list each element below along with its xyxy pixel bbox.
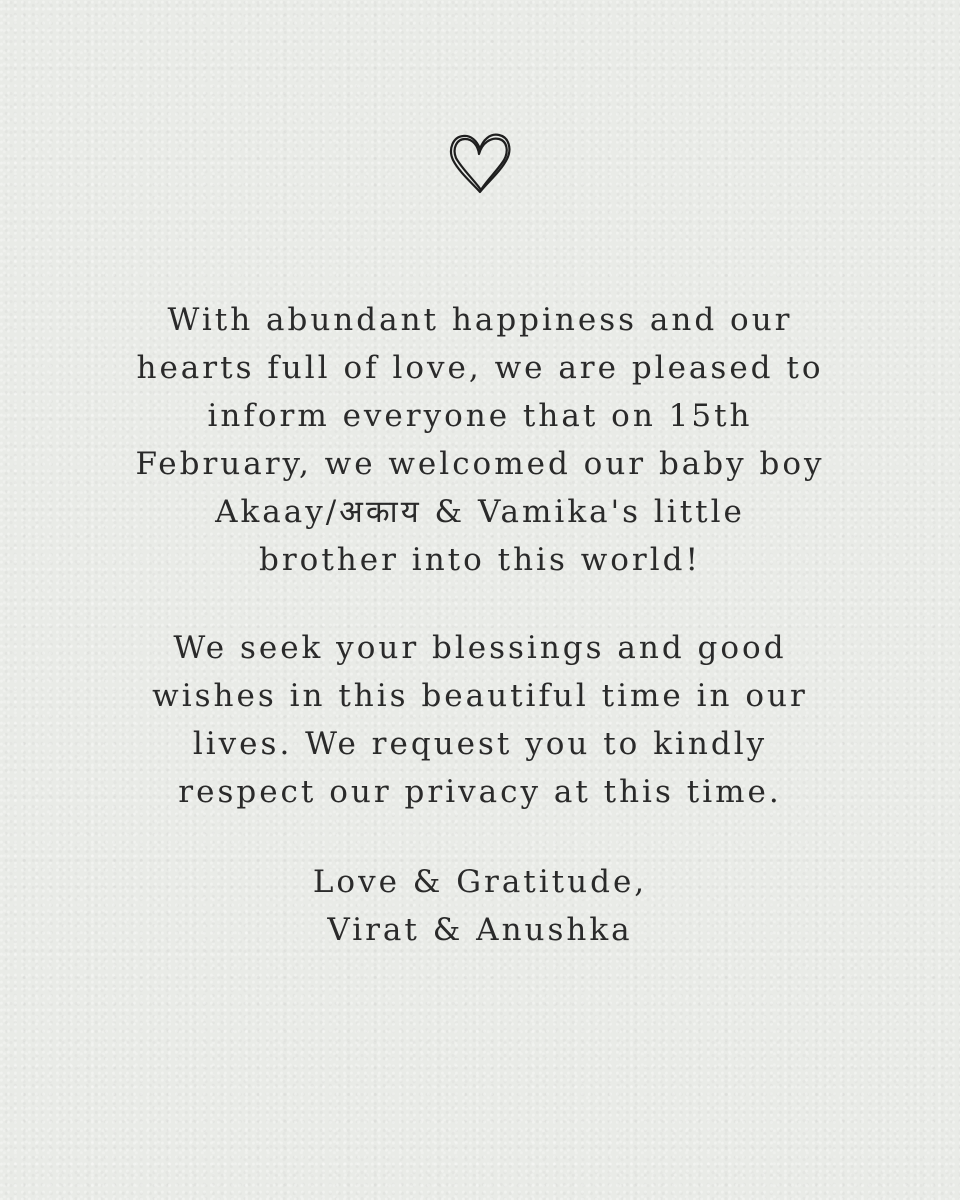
paragraph-line: brother into this world! (259, 542, 701, 578)
paragraph-line: respect our privacy at this time. (178, 774, 782, 810)
paragraph-line: wishes in this beautiful time in our (152, 678, 808, 714)
blessings-paragraph (0, 624, 960, 816)
paragraph-line: inform everyone that on 15th (207, 398, 753, 434)
paragraph-line: Akaay/अकाय & Vamika's little (215, 494, 745, 530)
paragraph-line: We seek your blessings and good (173, 630, 787, 666)
paragraph-line: lives. We request you to kindly (192, 726, 768, 762)
heart-icon (445, 128, 515, 198)
paragraph-line: hearts full of love, we are pleased to (136, 350, 824, 386)
paragraph-line: February, we welcomed our baby boy (135, 446, 825, 482)
announcement-paragraph (0, 296, 960, 584)
signoff-line: Love & Gratitude, (312, 864, 648, 900)
paragraph-line: With abundant happiness and our (167, 302, 793, 338)
signoff (0, 858, 960, 954)
signature: Virat & Anushka (327, 912, 633, 948)
